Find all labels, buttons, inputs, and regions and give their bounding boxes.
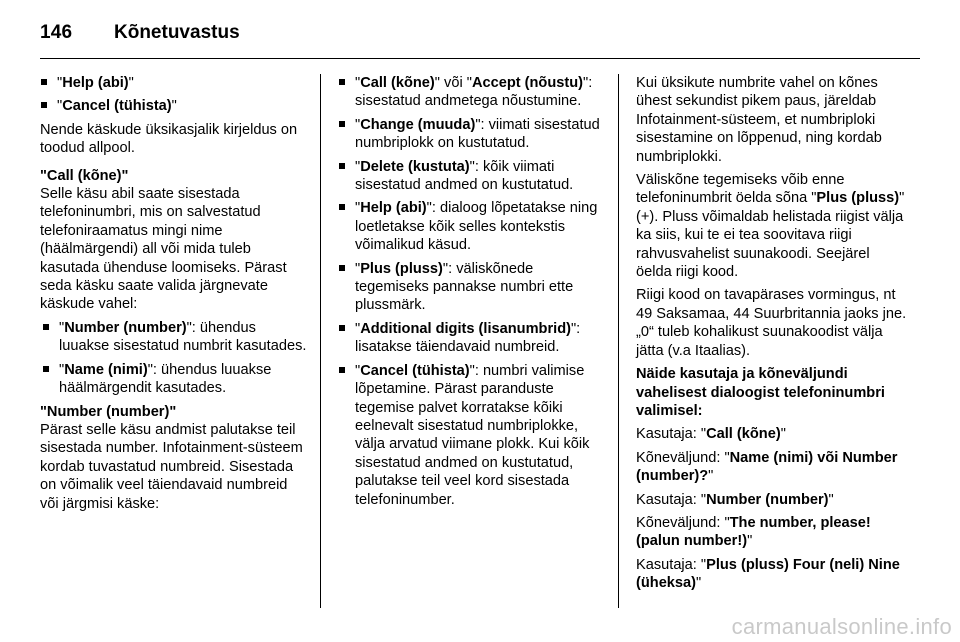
column-divider-1	[320, 74, 321, 608]
page-number: 146	[40, 22, 73, 43]
watermark: carmanualsonline.info	[731, 614, 952, 639]
column-2	[338, 74, 608, 514]
list-item-cancel: "Cancel (tühista)": numbri valimise lõpetamine. Pärast paranduste tegemise palvet korratakse kõiki eelnevalt sisestatud numbriplokke, välja arvatud viimane plokk. Kui kõik sisestatud andmed on kustutatud, palutakse teil veel kord sisestada telefoninumber.	[338, 362, 608, 509]
pause-text: Kui üksikute numbrite vahel on kõnes ühest sekundist pikem paus, järeldab Infotainment-süsteem, et numbriploki sisestamine on lõppenud, ning kordab numbriplokki.	[636, 75, 882, 165]
list-item-plus: "Plus (pluss)": väliskõnede tegemiseks pannakse numbri ette plussmärk.	[338, 260, 608, 315]
list-item-cancel: "Cancel (tühista)"	[40, 97, 310, 115]
intro-text: Nende käskude üksikasjalik kirjeldus on toodud allpool.	[40, 121, 298, 157]
page-title: Kõnetuvastus	[114, 22, 240, 43]
call-heading: "Call (kõne)"	[40, 167, 129, 184]
list-item-call-accept: "Call (kõne)" või "Accept (nõustu)": sisestatud andmetega nõustumine.	[338, 74, 608, 111]
column-1	[40, 74, 310, 518]
list-item-help: "Help (abi)": dialoog lõpetatakse ning loetletakse kõik selles kontekstis võimalikud käsud.	[338, 199, 608, 254]
dialog-line-1: Kasutaja: "Call (kõne)"	[636, 426, 786, 443]
plus-text: Väliskõne tegemiseks võib enne telefoninumbrit öelda sõna "Plus (pluss)" (+). Pluss võimaldab helistada riigist välja ka siis, kui te ei tea soovitava riigi rahvusvahelist suunakoodi. Seejärel öelda riigi kood.	[636, 172, 905, 281]
column-3	[636, 74, 908, 598]
list-item-change: "Change (muuda)": viimati sisestatud numbriplokk on kustutatud.	[338, 116, 608, 153]
column-divider-2	[618, 74, 619, 608]
dialog-line-2: Kõneväljund: "Name (nimi) või Number (number)?"	[636, 449, 898, 485]
dialog-line-4: Kõneväljund: "The number, please! (palun number!)"	[636, 514, 871, 550]
example-heading: Näide kasutaja ja kõneväljundi vahelisest dialoogist telefoninumbri valimisel:	[636, 366, 885, 419]
list-item-name: "Name (nimi)": ühendus luuakse häälmärgendit kasutades.	[42, 361, 310, 398]
list-item-additional-digits: "Additional digits (lisanumbrid)": lisatakse täiendavaid numbreid.	[338, 320, 608, 357]
number-heading: "Number (number)"	[40, 403, 177, 420]
dialog-line-3: Kasutaja: "Number (number)"	[636, 491, 834, 508]
list-item-number: "Number (number)": ühendus luuakse sisestatud numbrit kasutades.	[42, 319, 310, 356]
number-text: Pärast selle käsu andmist palutakse teil sisestada number. Infotainment-süsteem kordab tuvastatud numbreid. Sisestada on võimalik veel täiendavaid numbreid või järgmisi käske:	[40, 421, 303, 512]
dialog-line-5: Kasutaja: "Plus (pluss) Four (neli) Nine (üheksa)"	[636, 556, 900, 592]
country-code-text: Riigi kood on tavapärases vormingus, nt 49 Saksamaa, 44 Suurbritannia jaoks jne. „0“ tuleb kohalikust suunakoodist välja jätta (v.a Itaalias).	[636, 287, 907, 359]
header-rule	[40, 58, 920, 59]
call-text: Selle käsu abil saate sisestada telefoninumbri, mis on salvestatud telefoniraamatus mingi nime (häälmärgendi) all või mida tuleb kasutada ühenduse loomiseks. Pärast seda käsku saate valida järgnevate käskude vahel:	[40, 186, 287, 313]
list-item-help: "Help (abi)"	[40, 74, 310, 92]
list-item-delete: "Delete (kustuta)": kõik viimati sisestatud andmed on kustutatud.	[338, 158, 608, 195]
